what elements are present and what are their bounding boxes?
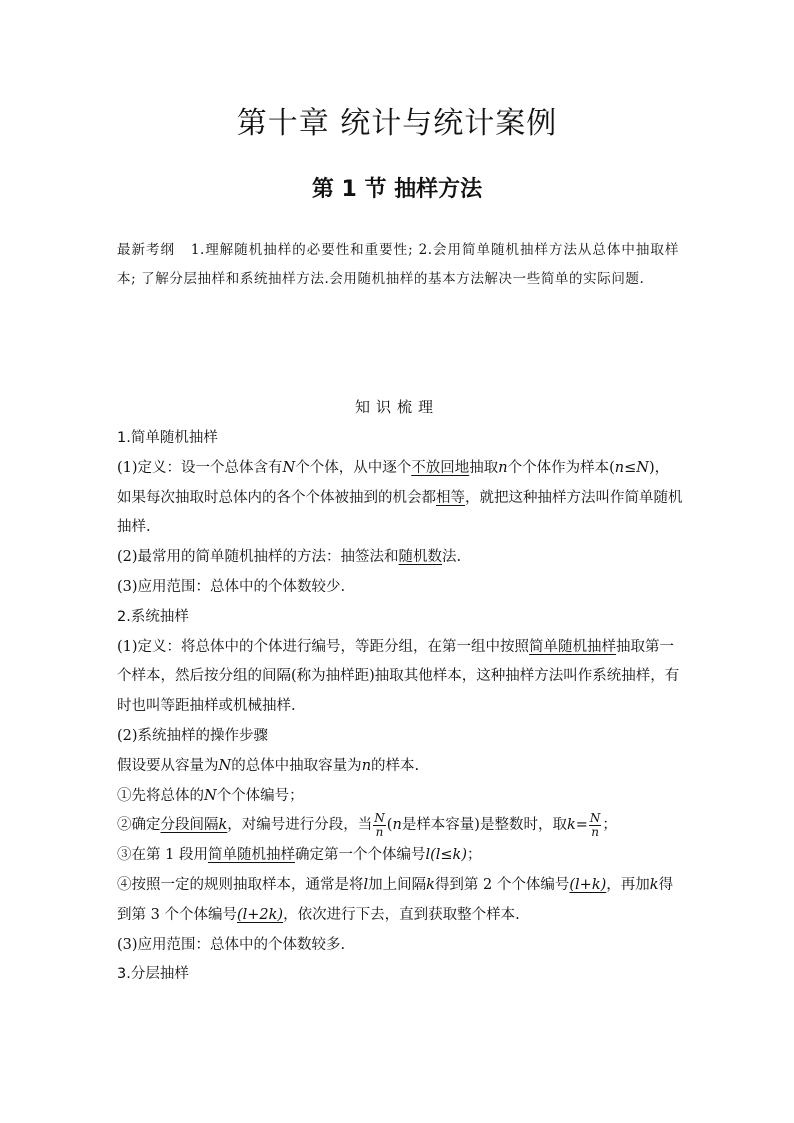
systematic-step-1: ①先将总体的N个个体编号； bbox=[117, 787, 304, 804]
systematic-steps-title: (2)系统抽样的操作步骤 bbox=[117, 727, 269, 744]
underlined-term: 简单随机抽样 bbox=[529, 638, 617, 655]
systematic-step-2: ②确定分段间隔k，对编号进行分段，当 $\frac{N}{n}$ (n是样本容量)是整数时，取k= $\frac{N}{n}$ ； bbox=[117, 810, 617, 839]
simple-random-heading: 1.简单随机抽样 bbox=[117, 430, 218, 446]
chapter-title: 第十章 统计与统计案例 bbox=[236, 106, 558, 141]
underlined-term: 不放回地 bbox=[411, 459, 470, 476]
outline-label: 最新考纲 bbox=[117, 242, 175, 258]
knowledge-heading: 知识梳理 bbox=[354, 398, 439, 416]
simple-random-methods: (2)最常用的简单随机抽样的方法：抽签法和随机数法. bbox=[117, 549, 462, 566]
underlined-term: 分段间隔k bbox=[160, 817, 228, 834]
fraction-n-over-n: $\frac{N}{n}$ bbox=[374, 810, 385, 839]
content-body bbox=[117, 424, 683, 990]
systematic-step-3: ③在第 1 段用简单随机抽样确定第一个个体编号l(l≤k)； bbox=[117, 847, 482, 864]
stratified-heading: 3.分层抽样 bbox=[117, 966, 189, 983]
section-title: 第 1 节 抽样方法 bbox=[311, 177, 483, 202]
syllabus-outline bbox=[117, 236, 679, 294]
systematic-scope: (3)应用范围：总体中的个体数较多. bbox=[117, 936, 346, 953]
systematic-step-4: ④按照一定的规则抽取样本，通常是将l加上间隔k得到第 2 个个体编号(l+k)，再加k得到第 3 个个体编号(l+2k)，依次进行下去，直到获取整个样本. bbox=[117, 876, 674, 923]
underlined-term: 相等 bbox=[436, 489, 465, 506]
underlined-term: (l+2k) bbox=[236, 906, 284, 923]
simple-random-definition: (1)定义：设一个总体含有N个个体，从中逐个不放回地抽取n个个体作为样本(n≤N)，如果每次抽取时总体内的各个个体被抽到的机会都相等，就把这种抽样方法叫作简单随机抽样. bbox=[117, 459, 683, 536]
simple-random-scope: (3)应用范围：总体中的个体数较少. bbox=[117, 578, 346, 595]
systematic-heading: 2.系统抽样 bbox=[117, 608, 189, 625]
systematic-definition: (1)定义：将总体中的个体进行编号，等距分组，在第一组中按照简单随机抽样抽取第一个样本，然后按分组的间隔(称为抽样距)抽取其他样本，这种抽样方法叫作系统抽样，有时也叫等距抽样或机械抽样. bbox=[117, 638, 680, 715]
fraction-n-over-n: $\frac{N}{n}$ bbox=[589, 810, 601, 839]
underlined-term: 简单随机抽样 bbox=[207, 847, 295, 864]
underlined-term: (l+k) bbox=[569, 876, 607, 893]
outline-text: 1.理解随机抽样的必要性和重要性; 2.会用简单随机抽样方法从总体中抽取样本; 了解分层抽样和系统抽样方法.会用随机抽样的基本方法解决一些简单的实际问题. bbox=[117, 242, 679, 287]
systematic-assumption: 假设要从容量为N的总体中抽取容量为n的样本. bbox=[117, 757, 420, 774]
underlined-term: 随机数 bbox=[398, 549, 443, 566]
